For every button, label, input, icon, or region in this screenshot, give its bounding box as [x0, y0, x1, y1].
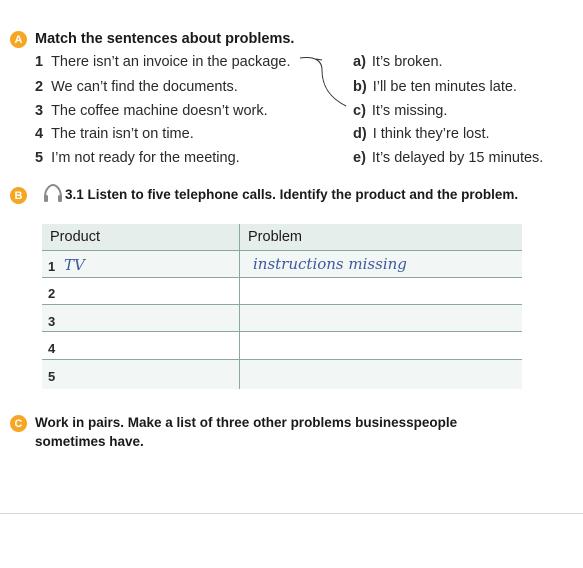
answer-letter: d) — [353, 126, 367, 142]
answer-b — [353, 79, 517, 95]
row-divider — [42, 331, 522, 332]
sentence-text: The coffee machine doesn’t work. — [51, 103, 268, 119]
section-a-heading: Match the sentences about problems. — [35, 31, 295, 47]
row-divider — [42, 250, 522, 251]
answer-c — [353, 103, 447, 119]
sentence-number: 5 — [35, 150, 44, 166]
table-row — [42, 359, 522, 389]
answer-letter: b) — [353, 79, 367, 95]
answer-text: I think they’re lost. — [372, 126, 490, 142]
answer-a — [353, 54, 443, 70]
sentence-number: 1 — [35, 54, 44, 70]
section-b-badge: B — [10, 187, 27, 204]
row-number: 3 — [48, 314, 56, 329]
sentence-3 — [35, 103, 268, 119]
sentence-text: The train isn’t on time. — [51, 126, 194, 142]
table-row — [42, 304, 522, 331]
product-problem-table — [42, 224, 522, 389]
section-b-heading — [65, 187, 518, 202]
row-divider — [42, 304, 522, 305]
answer-text: I’ll be ten minutes late. — [372, 79, 517, 95]
sentence-text: There isn’t an invoice in the package. — [51, 54, 291, 70]
section-a-badge: A — [10, 31, 27, 48]
headset-icon — [42, 183, 64, 205]
answer-e — [353, 150, 543, 166]
answer-d — [353, 126, 490, 142]
answer-letter: e) — [353, 150, 366, 166]
row-divider — [42, 277, 522, 278]
sentence-number: 3 — [35, 103, 44, 119]
row-number: 5 — [48, 369, 56, 384]
answer-text: It’s delayed by 15 minutes. — [371, 150, 544, 166]
section-b-instruction: Listen to five telephone calls. Identify the product and the problem. — [87, 187, 519, 202]
row-number: 2 — [48, 286, 56, 301]
section-c-line-2: sometimes have. — [35, 434, 144, 449]
header-problem: Problem — [248, 229, 302, 245]
sentence-2 — [35, 79, 238, 95]
answer-letter: c) — [353, 103, 366, 119]
sentence-5 — [35, 150, 240, 166]
row-number: 1 — [48, 259, 56, 274]
page-divider — [0, 513, 583, 514]
answer-text: It’s broken. — [371, 54, 443, 70]
answer-letter: a) — [353, 54, 366, 70]
column-divider — [239, 224, 240, 389]
sentence-number: 2 — [35, 79, 44, 95]
sentence-1 — [35, 54, 290, 70]
sentence-4 — [35, 126, 194, 142]
product-answer[interactable]: TV — [64, 256, 85, 274]
sentence-text: We can’t find the documents. — [51, 79, 238, 95]
sentence-text: I’m not ready for the meeting. — [51, 150, 240, 166]
table-header — [42, 224, 522, 250]
row-divider — [42, 359, 522, 360]
section-c-line-1: Work in pairs. Make a list of three other problems businesspeople — [35, 415, 458, 430]
match-connector-line — [296, 52, 356, 112]
section-c-badge: C — [10, 415, 27, 432]
answer-text: It’s missing. — [371, 103, 448, 119]
sentence-number: 4 — [35, 126, 44, 142]
problem-answer[interactable]: instructions missing — [253, 255, 407, 273]
track-number: 3.1 — [65, 187, 84, 202]
header-product: Product — [50, 229, 100, 245]
row-number: 4 — [48, 341, 56, 356]
